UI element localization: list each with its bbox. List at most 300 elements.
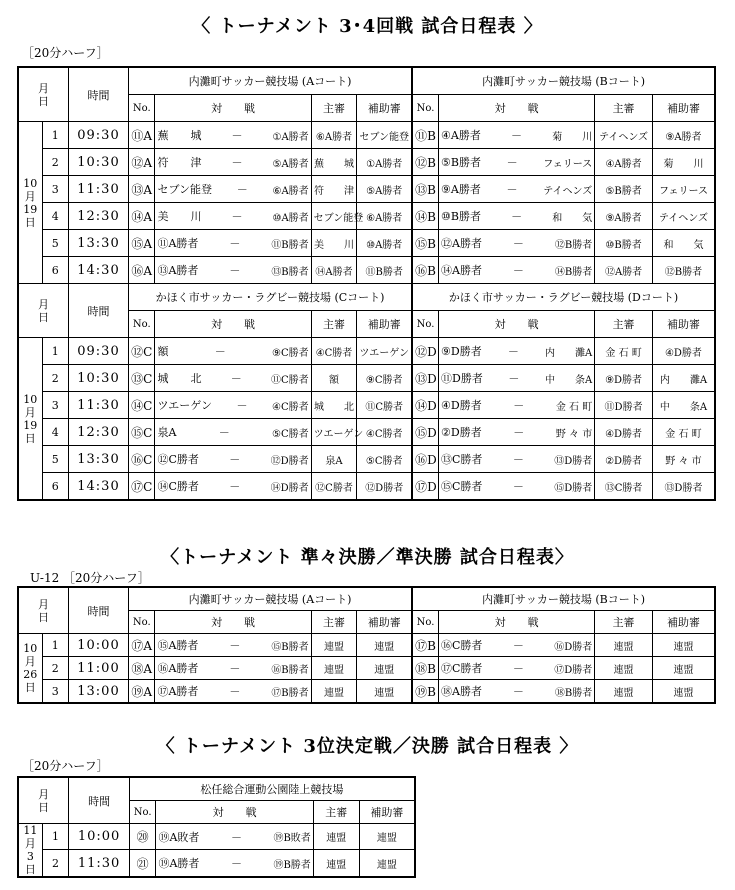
match-no: ⑰A — [129, 634, 155, 657]
kickoff-time: 09:30 — [68, 338, 128, 365]
referee: ⑤B勝者 — [595, 176, 653, 203]
match-a — [156, 850, 313, 877]
team-right: ⑭D勝者 — [270, 482, 309, 494]
row-number: 3 — [42, 680, 68, 704]
row-number: 2 — [42, 657, 68, 680]
team-left: 泉A — [157, 426, 177, 439]
team-left: ⑲A敗者 — [158, 830, 200, 844]
referee: 連盟 — [595, 634, 653, 657]
team-right: フェリース — [543, 158, 593, 170]
match-no: ⑯B — [412, 257, 438, 284]
referee: ④A勝者 — [595, 149, 653, 176]
versus-dash: － — [229, 237, 241, 250]
match-a — [155, 419, 311, 446]
title-final: 〈 トーナメント 3位決定戦／決勝 試合日程表 〉 — [156, 736, 579, 757]
match-a — [155, 446, 311, 473]
versus-dash: － — [229, 453, 241, 466]
referee: ②D勝者 — [595, 446, 653, 473]
team-right: ⑤C勝者 — [272, 428, 309, 440]
table-row — [18, 230, 715, 257]
team-right: ⑫B勝者 — [554, 239, 593, 251]
assistant-referee: ⑫D勝者 — [357, 473, 412, 501]
versus-dash: － — [512, 237, 524, 250]
month-day-header: 月 日 — [18, 67, 68, 122]
table-row — [18, 824, 415, 850]
table-row — [18, 657, 715, 680]
versus-dash: － — [512, 453, 524, 466]
match-b — [439, 446, 595, 473]
assistant-referee: 連盟 — [652, 657, 715, 680]
match-a — [155, 634, 311, 657]
match-b — [439, 176, 595, 203]
referee: 連盟 — [595, 657, 653, 680]
venue-header: 松任総合運動公園陸上競技場 — [129, 777, 415, 801]
table-row — [18, 365, 715, 392]
referee: セブン能登 — [311, 203, 357, 230]
assistant-referee: 菊 川 — [652, 149, 715, 176]
no-header: No. — [412, 611, 438, 634]
referee: 泉A — [311, 446, 357, 473]
row-number: 6 — [42, 473, 68, 501]
time-header: 時間 — [68, 67, 128, 122]
match-no: ⑯A — [129, 257, 155, 284]
match-a — [155, 680, 311, 704]
row-number: 6 — [42, 257, 68, 284]
half-note-3: ［20分ハーフ］ — [22, 759, 109, 773]
kickoff-time: 14:30 — [68, 257, 128, 284]
match-b — [439, 230, 595, 257]
assistant-referee: 連盟 — [652, 634, 715, 657]
table-row — [18, 176, 715, 203]
match-header: 対 戦 — [439, 311, 595, 338]
month-day-header: 月 日 — [18, 284, 68, 338]
assistant-referee: ⑪C勝者 — [357, 392, 412, 419]
row-number: 3 — [42, 392, 68, 419]
team-right: ⑬D勝者 — [554, 455, 593, 467]
team-right: ⑯B勝者 — [271, 664, 309, 676]
referee: ⑩B勝者 — [595, 230, 653, 257]
kickoff-time: 10:30 — [68, 149, 128, 176]
team-left: ⑤B勝者 — [441, 156, 481, 169]
venue-header: 内灘町サッカー競技場 (Aコート) — [129, 67, 413, 95]
team-left: 蕪 城 — [157, 129, 202, 142]
team-left: ⑨D勝者 — [441, 345, 482, 358]
match-no: ⑮C — [129, 419, 155, 446]
match-a — [155, 176, 311, 203]
versus-dash: － — [506, 156, 518, 169]
match-no: ⑬C — [129, 365, 155, 392]
team-right: ⑥A勝者 — [272, 185, 309, 197]
versus-dash: － — [230, 830, 242, 844]
match-no: ⑰B — [412, 634, 438, 657]
assistant-referee: ⑥A勝者 — [357, 203, 412, 230]
team-right: テイヘンズ — [543, 185, 593, 197]
assistant-header: 補助審 — [652, 95, 715, 122]
date-cell: 11 月 3 日 — [18, 824, 42, 878]
assistant-referee: ⑤A勝者 — [357, 176, 412, 203]
time-header: 時間 — [68, 284, 128, 338]
referee: 美 川 — [311, 230, 357, 257]
match-no: ⑬D — [412, 365, 438, 392]
row-number: 1 — [42, 338, 68, 365]
row-number: 4 — [42, 203, 68, 230]
row-number: 5 — [42, 446, 68, 473]
kickoff-time: 14:30 — [68, 473, 128, 501]
kickoff-time: 11:30 — [68, 176, 128, 203]
match-b — [439, 634, 595, 657]
time-header: 時間 — [68, 587, 128, 634]
assistant-header: 補助審 — [357, 311, 412, 338]
assistant-referee: 連盟 — [652, 680, 715, 704]
team-left: 美 川 — [157, 210, 202, 223]
venue-header: 内灘町サッカー競技場 (Bコート) — [412, 67, 715, 95]
match-a — [156, 824, 313, 850]
month-day-header: 月 日 — [18, 777, 69, 824]
versus-dash: － — [231, 210, 243, 223]
versus-dash: － — [511, 129, 523, 142]
match-header: 対 戦 — [155, 611, 311, 634]
team-right: ⑩A勝者 — [272, 212, 309, 224]
versus-dash: － — [218, 426, 230, 439]
assistant-referee: ⑩A勝者 — [357, 230, 412, 257]
kickoff-time: 11:30 — [69, 850, 130, 877]
assistant-referee: 連盟 — [359, 850, 415, 877]
referee: 符 津 — [311, 176, 357, 203]
team-left: ⑬A勝者 — [157, 264, 199, 277]
match-no: ⑫B — [412, 149, 438, 176]
title-round34: 〈 トーナメント 3･4回戦 試合日程表 〉 — [192, 16, 543, 37]
referee: ⑥A勝者 — [311, 122, 357, 149]
referee: ④D勝者 — [595, 419, 653, 446]
versus-dash: － — [231, 156, 243, 169]
match-no: ⑬A — [129, 176, 155, 203]
match-header: 対 戦 — [439, 611, 595, 634]
versus-dash: － — [512, 264, 524, 277]
match-a — [155, 657, 311, 680]
match-a — [155, 230, 311, 257]
match-b — [439, 122, 595, 149]
team-left: ⑪A勝者 — [157, 237, 199, 250]
assistant-referee: 連盟 — [357, 634, 412, 657]
table-row — [18, 392, 715, 419]
team-right: ⑮D勝者 — [554, 482, 593, 494]
match-no: ⑱A — [129, 657, 155, 680]
date-cell: 10 月 26 日 — [18, 634, 42, 704]
team-left: ⑲A勝者 — [158, 857, 200, 871]
versus-dash: － — [513, 399, 525, 412]
versus-dash: － — [229, 662, 241, 675]
referee: ⑬C勝者 — [595, 473, 653, 501]
versus-dash: － — [230, 857, 242, 871]
match-b — [439, 149, 595, 176]
team-left: ⑰A勝者 — [157, 685, 199, 698]
assistant-referee: セブン能登 — [357, 122, 412, 149]
half-note-1: ［20分ハーフ］ — [22, 46, 109, 60]
assistant-header: 補助審 — [359, 801, 415, 824]
kickoff-time: 12:30 — [68, 419, 128, 446]
team-right: ⑬B勝者 — [271, 266, 309, 278]
versus-dash: － — [506, 183, 518, 196]
match-a — [155, 122, 311, 149]
versus-dash: － — [236, 183, 248, 196]
referee-header: 主審 — [311, 311, 357, 338]
team-left: ④A勝者 — [441, 129, 481, 142]
team-right: ④C勝者 — [272, 401, 309, 413]
match-no: ㉑ — [129, 850, 156, 877]
team-right: 菊 川 — [552, 131, 593, 143]
team-left: ⑰C勝者 — [441, 662, 483, 675]
team-left: セブン能登 — [157, 183, 213, 196]
team-left: 城 北 — [157, 372, 202, 385]
team-left: ⑮A勝者 — [157, 639, 199, 652]
referee-header: 主審 — [311, 95, 357, 122]
kickoff-time: 11:00 — [68, 657, 128, 680]
table-row — [18, 338, 715, 365]
referee-header: 主審 — [311, 611, 357, 634]
referee: テイヘンズ — [595, 122, 653, 149]
referee-header: 主審 — [313, 801, 359, 824]
assistant-referee: 野 々 市 — [652, 446, 715, 473]
referee: ⑫C勝者 — [311, 473, 357, 501]
match-no: ⑬B — [412, 176, 438, 203]
row-number: 1 — [42, 122, 68, 149]
match-no: ⑭C — [129, 392, 155, 419]
match-no: ⑮B — [412, 230, 438, 257]
match-b — [439, 419, 595, 446]
table-row — [18, 850, 415, 877]
month-day-header: 月 日 — [18, 587, 68, 634]
kickoff-time: 09:30 — [68, 122, 128, 149]
match-header: 対 戦 — [155, 95, 311, 122]
match-no: ⑭D — [412, 392, 438, 419]
kickoff-time: 10:00 — [69, 824, 130, 850]
schedule-table-final — [17, 776, 416, 878]
match-no: ⑫A — [129, 149, 155, 176]
match-no: ⑲B — [412, 680, 438, 704]
match-b — [439, 473, 595, 501]
schedule-table-semifinal — [17, 586, 716, 704]
team-right: ⑨C勝者 — [272, 347, 309, 359]
referee: 額 — [311, 365, 357, 392]
no-header: No. — [412, 311, 438, 338]
match-no: ⑫C — [129, 338, 155, 365]
row-number: 1 — [42, 634, 68, 657]
table-row — [18, 680, 715, 704]
team-right: ⑤A勝者 — [272, 158, 309, 170]
referee: ⑨D勝者 — [595, 365, 653, 392]
versus-dash: － — [229, 480, 241, 493]
match-b — [439, 257, 595, 284]
team-right: ⑰B勝者 — [271, 687, 309, 699]
referee: 蕪 城 — [311, 149, 357, 176]
match-no: ⑮D — [412, 419, 438, 446]
team-right: 中 条A — [545, 374, 593, 386]
versus-dash: － — [231, 129, 243, 142]
team-right: ⑱B勝者 — [554, 687, 593, 699]
no-header: No. — [129, 95, 155, 122]
team-left: ⑬C勝者 — [441, 453, 483, 466]
match-no: ⑳ — [129, 824, 156, 850]
match-no: ⑯D — [412, 446, 438, 473]
team-right: ⑫D勝者 — [270, 455, 309, 467]
versus-dash: － — [214, 345, 226, 358]
team-left: ⑱A勝者 — [441, 685, 482, 698]
match-b — [439, 365, 595, 392]
venue-header: かほく市サッカー・ラグビー競技場 (Cコート) — [129, 284, 413, 311]
team-left: ⑫A勝者 — [441, 237, 482, 250]
team-right: ⑰D勝者 — [554, 664, 593, 676]
match-no: ⑲A — [129, 680, 155, 704]
match-a — [155, 392, 311, 419]
assistant-referee: ⑬D勝者 — [652, 473, 715, 501]
match-b — [439, 203, 595, 230]
team-left: 符 津 — [157, 156, 202, 169]
referee: 連盟 — [311, 680, 357, 704]
row-number: 2 — [42, 149, 68, 176]
schedule-table-round34 — [17, 66, 716, 501]
title-semifinal: 〈トーナメント 準々決勝／準決勝 試合日程表〉 — [161, 547, 574, 568]
match-a — [155, 257, 311, 284]
no-header: No. — [129, 311, 155, 338]
assistant-header: 補助審 — [652, 311, 715, 338]
half-note-2: U-12 ［20分ハーフ］ — [30, 571, 150, 585]
team-right: ⑮B勝者 — [271, 641, 309, 653]
versus-dash: － — [229, 264, 241, 277]
versus-dash: － — [511, 210, 523, 223]
assistant-referee: 連盟 — [357, 657, 412, 680]
referee: 金 石 町 — [595, 338, 653, 365]
match-a — [155, 203, 311, 230]
table-row — [18, 446, 715, 473]
match-b — [439, 338, 595, 365]
assistant-referee: テイヘンズ — [652, 203, 715, 230]
kickoff-time: 11:30 — [68, 392, 128, 419]
assistant-referee: フェリース — [652, 176, 715, 203]
assistant-referee: 内 灘A — [652, 365, 715, 392]
match-no: ⑱B — [412, 657, 438, 680]
team-right: ⑪C勝者 — [271, 374, 309, 386]
match-b — [439, 680, 595, 704]
team-right: 野 々 市 — [555, 428, 593, 440]
team-left: ⑮C勝者 — [441, 480, 483, 493]
team-right: ⑲B敗者 — [273, 833, 311, 845]
team-left: ⑯C勝者 — [441, 639, 483, 652]
team-right: ⑪B勝者 — [271, 239, 309, 251]
assistant-referee: ④C勝者 — [357, 419, 412, 446]
referee: 連盟 — [311, 634, 357, 657]
row-number: 2 — [42, 850, 69, 877]
assistant-referee: ⑪B勝者 — [357, 257, 412, 284]
match-no: ⑰D — [412, 473, 438, 501]
date-cell: 10 月 19 日 — [18, 122, 42, 284]
assistant-referee: ツエーゲン — [357, 338, 412, 365]
team-right: 内 灘A — [545, 347, 593, 359]
team-left: ⑭A勝者 — [441, 264, 482, 277]
no-header: No. — [129, 801, 156, 824]
match-a — [155, 149, 311, 176]
match-b — [439, 657, 595, 680]
no-header: No. — [412, 95, 438, 122]
versus-dash: － — [229, 639, 241, 652]
match-header: 対 戦 — [156, 801, 313, 824]
match-no: ⑭A — [129, 203, 155, 230]
referee: ツエーゲン — [311, 419, 357, 446]
team-left: 額 — [157, 345, 169, 358]
assistant-referee: ①A勝者 — [357, 149, 412, 176]
match-a — [155, 338, 311, 365]
assistant-referee: 中 条A — [652, 392, 715, 419]
table-row — [18, 257, 715, 284]
referee: ⑭A勝者 — [311, 257, 357, 284]
team-left: ⑯A勝者 — [157, 662, 199, 675]
team-left: ⑭C勝者 — [157, 480, 199, 493]
match-no: ⑪A — [129, 122, 155, 149]
versus-dash: － — [229, 685, 241, 698]
assistant-referee: ⑫B勝者 — [652, 257, 715, 284]
match-no: ⑮A — [129, 230, 155, 257]
match-a — [155, 473, 311, 501]
team-right: ①A勝者 — [272, 131, 309, 143]
table-row — [18, 122, 715, 149]
versus-dash: － — [513, 426, 525, 439]
versus-dash: － — [507, 345, 519, 358]
team-left: ⑩B勝者 — [441, 210, 481, 223]
referee: ⑨A勝者 — [595, 203, 653, 230]
kickoff-time: 13:00 — [68, 680, 128, 704]
row-number: 3 — [42, 176, 68, 203]
team-left: ④D勝者 — [441, 399, 482, 412]
venue-header: 内灘町サッカー競技場 (Aコート) — [129, 587, 413, 611]
assistant-header: 補助審 — [357, 611, 412, 634]
match-b — [439, 392, 595, 419]
versus-dash: － — [508, 372, 520, 385]
match-no: ⑰C — [129, 473, 155, 501]
referee-header: 主審 — [595, 311, 653, 338]
team-right: ⑯D勝者 — [554, 641, 593, 653]
row-number: 2 — [42, 365, 68, 392]
referee: ④C勝者 — [311, 338, 357, 365]
match-no: ⑭B — [412, 203, 438, 230]
referee: 連盟 — [595, 680, 653, 704]
match-no: ⑪B — [412, 122, 438, 149]
assistant-referee: 連盟 — [357, 680, 412, 704]
team-left: ツエーゲン — [157, 399, 213, 412]
assistant-header: 補助審 — [652, 611, 715, 634]
kickoff-time: 12:30 — [68, 203, 128, 230]
kickoff-time: 13:30 — [68, 446, 128, 473]
assistant-referee: ⑨C勝者 — [357, 365, 412, 392]
versus-dash: － — [230, 372, 242, 385]
team-right: 金 石 町 — [555, 401, 593, 413]
kickoff-time: 10:00 — [68, 634, 128, 657]
row-number: 1 — [42, 824, 69, 850]
time-header: 時間 — [69, 777, 130, 824]
versus-dash: － — [512, 662, 524, 675]
referee: ⑫A勝者 — [595, 257, 653, 284]
assistant-referee: 金 石 町 — [652, 419, 715, 446]
row-number: 5 — [42, 230, 68, 257]
match-a — [155, 365, 311, 392]
table-row — [18, 634, 715, 657]
table-row — [18, 149, 715, 176]
team-left: ⑪D勝者 — [441, 372, 483, 385]
referee: ⑪D勝者 — [595, 392, 653, 419]
referee: 連盟 — [311, 657, 357, 680]
match-header: 対 戦 — [439, 95, 595, 122]
team-right: 和 気 — [552, 212, 593, 224]
no-header: No. — [129, 611, 155, 634]
assistant-referee: 和 気 — [652, 230, 715, 257]
